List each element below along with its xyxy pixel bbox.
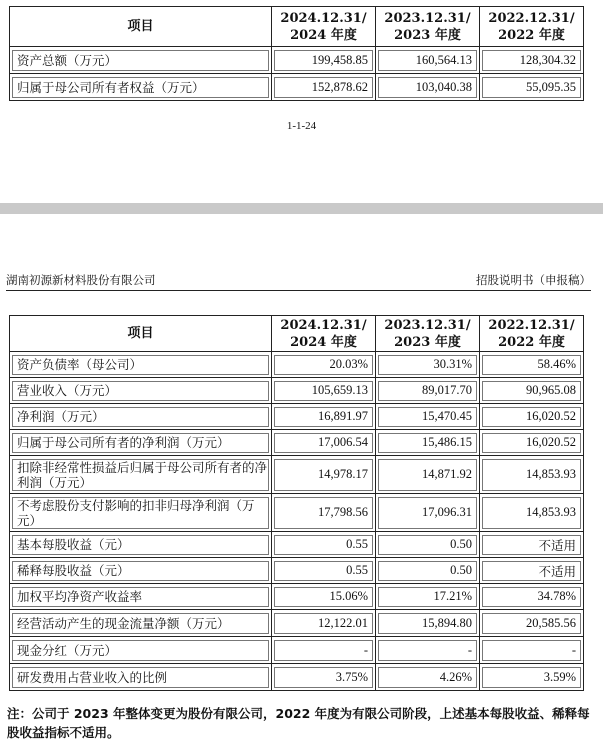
value-text: 17,798.56	[274, 497, 373, 529]
value-cell-2022	[480, 456, 584, 494]
value-text: 14,853.93	[482, 459, 581, 491]
header-2024: 2024.12.31/ 2024 年度	[272, 316, 376, 352]
value-cell-2022	[480, 584, 584, 610]
value-text: 17,096.31	[378, 497, 477, 529]
value-text: 14,871.92	[378, 459, 477, 491]
value-cell-2022	[480, 637, 584, 664]
row-label-cell	[10, 664, 272, 691]
header-2022: 2022.12.31/ 2022 年度	[480, 7, 584, 47]
row-label: 研发费用占营业收入的比例	[12, 667, 269, 688]
value-text: 12,122.01	[274, 613, 373, 634]
value-text: 不适用	[482, 535, 581, 555]
value-text: 16,020.52	[482, 407, 581, 427]
value-cell-2023	[376, 352, 480, 378]
table-row	[10, 378, 584, 404]
value-cell-2024	[272, 456, 376, 494]
value-cell-2022	[480, 494, 584, 532]
value-text: 0.50	[378, 561, 477, 581]
value-text: 14,978.17	[274, 459, 373, 491]
row-label-cell	[10, 532, 272, 558]
value-text: 4.26%	[378, 667, 477, 688]
row-label-cell	[10, 456, 272, 494]
value-cell-2023	[376, 494, 480, 532]
value-cell-2022	[480, 664, 584, 691]
value-text: 0.55	[274, 535, 373, 555]
value-text: 17,006.54	[274, 433, 373, 453]
value-cell-2024	[272, 664, 376, 691]
main-table-header-row	[10, 316, 584, 352]
page-separator	[0, 203, 603, 214]
value-text: 103,040.38	[378, 77, 477, 98]
header-item: 项目	[10, 316, 272, 352]
row-label: 归属于母公司所有者的净利润（万元）	[12, 433, 269, 453]
row-label-cell	[10, 47, 272, 74]
row-label: 现金分红（万元）	[12, 640, 269, 661]
value-text: 55,095.35	[482, 77, 581, 98]
value-cell-2024	[272, 404, 376, 430]
row-label-cell	[10, 610, 272, 637]
value-cell-2023	[376, 664, 480, 691]
value-text: 0.55	[274, 561, 373, 581]
value-cell-2023	[376, 404, 480, 430]
header-2022: 2022.12.31/ 2022 年度	[480, 316, 584, 352]
table-row	[10, 456, 584, 494]
value-cell-2023	[376, 584, 480, 610]
header-2023: 2023.12.31/ 2023 年度	[376, 316, 480, 352]
table-row	[10, 610, 584, 637]
value-text: 34.78%	[482, 587, 581, 607]
value-cell-2022	[480, 532, 584, 558]
value-text: 15.06%	[274, 587, 373, 607]
table-row	[10, 584, 584, 610]
value-text: 152,878.62	[274, 77, 373, 98]
table-row	[10, 494, 584, 532]
value-text: 128,304.32	[482, 50, 581, 71]
row-label: 不考虑股份支付影响的扣非归母净利润（万元）	[12, 497, 269, 529]
row-label-cell	[10, 430, 272, 456]
value-text: 3.75%	[274, 667, 373, 688]
value-text: 58.46%	[482, 355, 581, 375]
value-cell-2023	[376, 47, 480, 74]
row-label: 资产总额（万元）	[12, 50, 269, 71]
table-row	[10, 664, 584, 691]
value-cell-2023	[376, 74, 480, 101]
value-cell-2024	[272, 47, 376, 74]
value-cell-2024	[272, 430, 376, 456]
row-label: 稀释每股收益（元）	[12, 561, 269, 581]
value-cell-2024	[272, 610, 376, 637]
value-text: 199,458.85	[274, 50, 373, 71]
row-label-cell	[10, 404, 272, 430]
value-text: 15,486.15	[378, 433, 477, 453]
footnote: 注：公司于 2023 年整体变更为股份有限公司，2022 年度为有限公司阶段，上述基本每股收益、稀释每股收益指标不适用。	[7, 706, 590, 740]
value-cell-2022	[480, 47, 584, 74]
value-text: 16,891.97	[274, 407, 373, 427]
value-cell-2023	[376, 378, 480, 404]
value-cell-2024	[272, 494, 376, 532]
row-label-cell	[10, 378, 272, 404]
value-text: 16,020.52	[482, 433, 581, 453]
value-cell-2023	[376, 532, 480, 558]
value-text: 不适用	[482, 561, 581, 581]
value-cell-2024	[272, 584, 376, 610]
value-cell-2023	[376, 610, 480, 637]
table-row	[10, 352, 584, 378]
value-text: -	[274, 640, 373, 661]
value-text: 20,585.56	[482, 613, 581, 634]
table-row	[10, 74, 584, 101]
company-name: 湖南初源新材料股份有限公司	[6, 273, 156, 287]
value-cell-2023	[376, 456, 480, 494]
table-row	[10, 430, 584, 456]
table-row	[10, 637, 584, 664]
value-cell-2023	[376, 637, 480, 664]
row-label-cell	[10, 558, 272, 584]
value-cell-2024	[272, 378, 376, 404]
value-cell-2022	[480, 610, 584, 637]
value-text: 89,017.70	[378, 381, 477, 401]
document-type: 招股说明书（申报稿）	[476, 273, 591, 287]
row-label: 经营活动产生的现金流量净额（万元）	[12, 613, 269, 634]
row-label-cell	[10, 74, 272, 101]
value-cell-2023	[376, 430, 480, 456]
header-2023: 2023.12.31/ 2023 年度	[376, 7, 480, 47]
row-label: 扣除非经常性损益后归属于母公司所有者的净利润（万元）	[12, 459, 269, 491]
row-label: 归属于母公司所有者权益（万元）	[12, 77, 269, 98]
row-label: 基本每股收益（元）	[12, 535, 269, 555]
top-table-header-row	[10, 7, 584, 47]
row-label: 营业收入（万元）	[12, 381, 269, 401]
row-label-cell	[10, 494, 272, 532]
value-cell-2022	[480, 352, 584, 378]
value-text: 20.03%	[274, 355, 373, 375]
value-cell-2024	[272, 352, 376, 378]
value-cell-2024	[272, 558, 376, 584]
row-label: 加权平均净资产收益率	[12, 587, 269, 607]
value-text: 15,470.45	[378, 407, 477, 427]
row-label: 资产负债率（母公司）	[12, 355, 269, 375]
row-label-cell	[10, 637, 272, 664]
value-text: 30.31%	[378, 355, 477, 375]
value-cell-2024	[272, 637, 376, 664]
value-cell-2022	[480, 74, 584, 101]
value-cell-2022	[480, 404, 584, 430]
value-text: 17.21%	[378, 587, 477, 607]
value-text: -	[378, 640, 477, 661]
table-row	[10, 558, 584, 584]
table-row	[10, 404, 584, 430]
value-text: 105,659.13	[274, 381, 373, 401]
header-2024: 2024.12.31/ 2024 年度	[272, 7, 376, 47]
value-cell-2022	[480, 378, 584, 404]
value-text: 90,965.08	[482, 381, 581, 401]
value-text: -	[482, 640, 581, 661]
value-cell-2022	[480, 430, 584, 456]
value-cell-2023	[376, 558, 480, 584]
value-cell-2024	[272, 532, 376, 558]
value-text: 3.59%	[482, 667, 581, 688]
top-financial-table	[9, 6, 584, 101]
row-label-cell	[10, 584, 272, 610]
main-financial-table	[9, 315, 584, 691]
header-item: 项目	[10, 7, 272, 47]
row-label: 净利润（万元）	[12, 407, 269, 427]
row-label-cell	[10, 352, 272, 378]
value-text: 160,564.13	[378, 50, 477, 71]
document-header	[6, 272, 591, 291]
value-text: 14,853.93	[482, 497, 581, 529]
page-number: 1-1-24	[286, 120, 317, 132]
value-cell-2024	[272, 74, 376, 101]
value-text: 0.50	[378, 535, 477, 555]
table-row	[10, 47, 584, 74]
table-row	[10, 532, 584, 558]
value-text: 15,894.80	[378, 613, 477, 634]
value-cell-2022	[480, 558, 584, 584]
